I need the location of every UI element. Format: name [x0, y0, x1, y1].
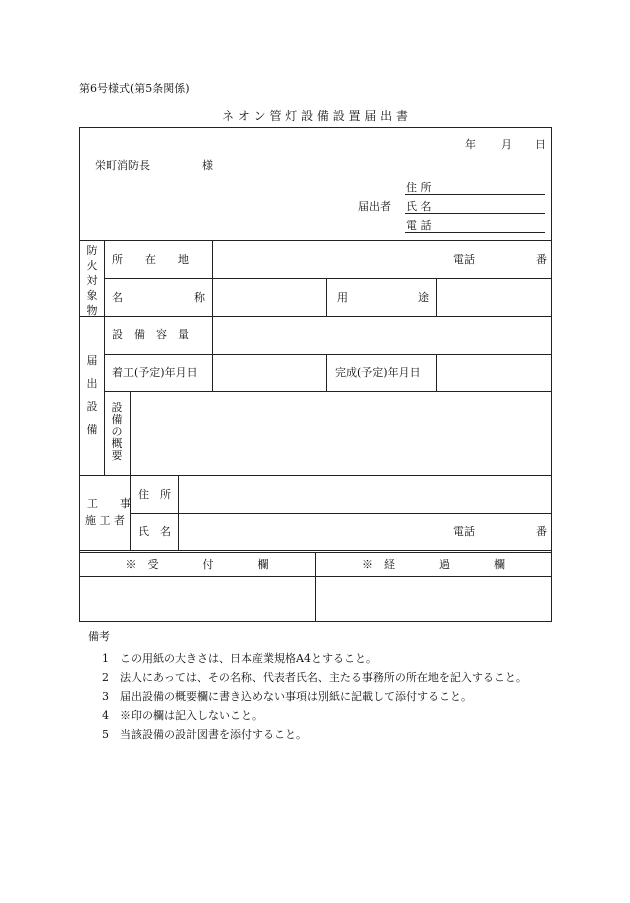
receipt-column-header: ※ 受 付 欄 — [125, 558, 269, 571]
note-num: 1 — [102, 652, 109, 665]
note-num: 2 — [102, 671, 109, 684]
applicant-name-label: 氏 名 — [406, 200, 432, 213]
summary-label: 設備の概要 — [111, 401, 123, 462]
progress-column-header: ※ 経 過 欄 — [362, 558, 505, 571]
applicant-phone-label: 電 話 — [406, 219, 432, 232]
applicant-label: 届出者 — [358, 200, 391, 213]
form-number: 第6号様式(第5条関係) — [79, 82, 190, 95]
date-day: 日 — [535, 138, 546, 151]
applicant-name-line[interactable] — [405, 213, 545, 214]
note-text: ※印の欄は記入しないこと。 — [120, 709, 263, 722]
use-label-1: 用 — [337, 291, 348, 304]
contractor-label-2: 施 工 者 — [85, 514, 125, 527]
date-year: 年 — [465, 138, 476, 151]
form-title: ネ オ ン 管 灯 設 備 設 置 届 出 書 — [222, 109, 408, 123]
note-text: 届出設備の概要欄に書き込めない事項は別紙に記載して添付すること。 — [120, 690, 472, 703]
location-phone-label: 電話 — [453, 253, 475, 266]
start-date-label: 着工(予定)年月日 — [112, 366, 198, 379]
name-label-1: 名 — [112, 291, 123, 304]
capacity-label: 設 備 容 量 — [112, 328, 189, 341]
name-label-2: 称 — [194, 291, 205, 304]
equipment-section-label: 届出設備 — [86, 354, 98, 436]
applicant-phone-line[interactable] — [405, 232, 545, 233]
applicant-address-line[interactable] — [405, 194, 545, 195]
note-num: 5 — [102, 728, 109, 741]
notes-heading: 備考 — [88, 630, 110, 643]
note-num: 4 — [102, 709, 109, 722]
addressee-name: 栄町消防長 — [95, 159, 150, 172]
contractor-phone-label: 電話 — [453, 525, 475, 538]
note-num: 3 — [102, 690, 109, 703]
fire-object-section-label: 防火対象物 — [86, 244, 98, 317]
contractor-address-label: 住 所 — [138, 488, 171, 501]
completion-date-label: 完成(予定)年月日 — [335, 366, 421, 379]
contractor-label-1: 工 事 — [87, 497, 131, 510]
location-phone-suffix: 番 — [536, 253, 547, 266]
applicant-address-label: 住 所 — [406, 181, 432, 194]
contractor-phone-suffix: 番 — [536, 525, 547, 538]
contractor-name-label: 氏 名 — [138, 525, 171, 538]
note-text: この用紙の大きさは、日本産業規格A4とすること。 — [120, 652, 377, 665]
addressee-honorific: 様 — [202, 159, 213, 172]
date-month: 月 — [501, 138, 512, 151]
note-text: 法人にあっては、その名称、代表者氏名、主たる事務所の所在地を記入すること。 — [120, 671, 527, 684]
use-label-2: 途 — [418, 291, 429, 304]
location-label: 所 在 地 — [112, 253, 189, 266]
note-text: 当該設備の設計図書を添付すること。 — [120, 728, 307, 741]
